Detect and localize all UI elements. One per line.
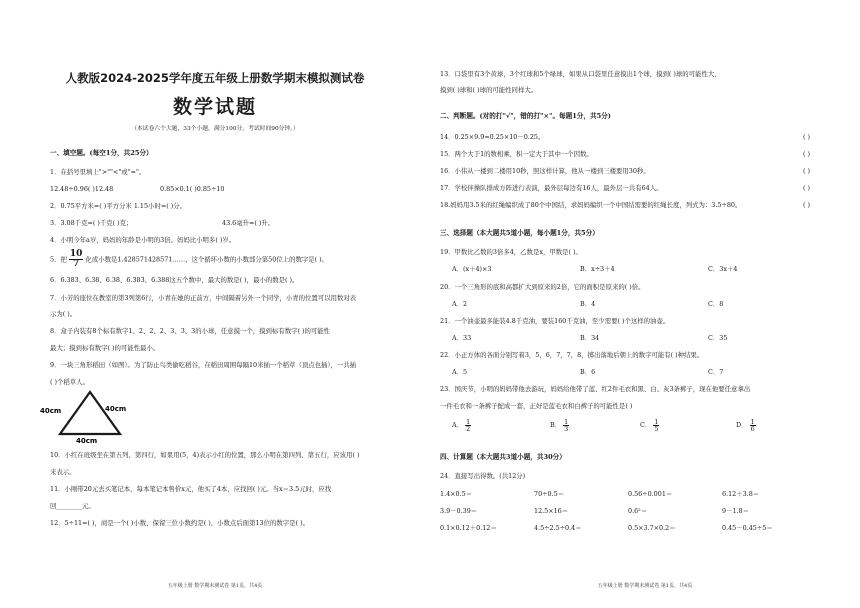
page-footer: 五年级上册 数学期末测试卷 第1页，共4页 (597, 583, 693, 589)
answer-blank: ( ) (802, 133, 810, 141)
question-7a: 7．小芳的座位在教室的第3列第6行，小青在她的正前方，中间隔着另外一个同学，小青的位置可以用数对表 (50, 294, 357, 302)
choice-19-a: A．(x＋4)×3 (452, 265, 492, 273)
choice-22: 22．小正方体的各面分别写着3，5，6，7，7，8，掷出落地后朝上的数字可能有( )种结果。 (440, 351, 704, 359)
question-1a: 12.48÷0.96( )12.48 (50, 185, 114, 193)
option-letter: D． (736, 421, 748, 429)
section-calculation: 四、计算题（本大题共3道小题，共30分） (440, 453, 566, 461)
fraction-one-sixth (750, 419, 756, 432)
fraction-numerator: 1 (466, 417, 471, 426)
calc-item: 0.5×3.7×0.2＝ (628, 524, 676, 532)
choice-23-d (736, 418, 756, 432)
calc-item: 0.56÷0.001＝ (628, 490, 673, 498)
fraction-one-fifth (653, 419, 659, 432)
choice-21-a: A．33 (452, 334, 472, 342)
judge-17-text: 17．学校伴操队排成方阵进行表演，最外层每边有16人，最外层一共有64人。 (440, 184, 663, 192)
choice-23a: 23．国庆节，小明的妈妈带他去游玩，妈妈给他带了蓝、红2件毛衣和黑、白、灰3条裤子，现在他要任意拿出 (440, 385, 751, 393)
choice-19-c: C．3x＋4 (708, 265, 738, 273)
triangle-diagram (40, 388, 140, 444)
section-fill-blank: 一、填空题。(每空1分，共25分） (50, 149, 153, 157)
calc-item: 0.6²＝ (628, 507, 648, 515)
fraction-10-7 (69, 250, 84, 269)
choice-23-c (640, 418, 659, 432)
option-letter: C． (640, 421, 652, 429)
judge-17 (440, 184, 810, 192)
choice-19: 19．甲数比乙数的3倍多4，乙数是x，甲数是( )。 (440, 248, 582, 256)
calc-item: 0.1×0.12＋0.12＝ (440, 524, 497, 532)
exam-title: 人教版2024-2025学年度五年级上册数学期末模拟测试卷 (65, 71, 365, 85)
question-8a: 8．盒子内装有8个标有数字1、2、2、2、3、3、3的小球，任意摸一个，摸到标有数字( )的可能性 (50, 327, 331, 335)
option-letter: A． (452, 421, 464, 429)
question-2: 2．0.75平方米=( )平方分米 1.15小时=( )分。 (50, 202, 186, 210)
choice-22-a: A．5 (452, 368, 468, 376)
calc-item: 70÷0.5＝ (534, 490, 565, 498)
fraction-denominator: 6 (750, 424, 755, 433)
question-10b: 来表示。 (50, 468, 76, 476)
choice-23b: 一件毛衣和一条裤子配成一套，正好是蓝毛衣和白裤子的可能性是( ) (440, 402, 633, 410)
question-13b: 摸到( )球和( )球的可能性同样大。 (440, 86, 538, 94)
question-11b: 回________元。 (50, 502, 95, 510)
choice-23-a (452, 418, 471, 432)
fraction-numerator: 10 (69, 249, 83, 259)
question-13a: 13．口袋里有3个黄球，3个红球和5个绿球，如果从口袋里任意摸出1个球，摸到( )球的可能性大， (440, 70, 721, 78)
section-true-false: 二、判断题。(对的打"√"，错的打"×"。每题1分，共5分) (440, 112, 611, 120)
triangle-left-label: 40cm (40, 407, 62, 415)
judge-16-text: 16．小伟从一楼到二楼用10秒，照这样计算，他从一楼到三楼要用30秒。 (440, 167, 650, 175)
calc-item: 9－1.8＝ (722, 507, 750, 515)
judge-14 (440, 133, 810, 141)
calc-item: 3.9－0.39＝ (440, 507, 478, 515)
choice-19-b: B．x÷3＋4 (580, 265, 615, 273)
choice-20-c: C．8 (708, 300, 724, 308)
question-10a: 10．小红在班级坐在第五列、第四行，如果用(5，4)表示小红的位置，那么小明在第四列、第五行，应该用( ) (50, 451, 360, 459)
question-1b: 0.85×0.1( )0.85÷10 (160, 185, 225, 193)
fraction-one-half (465, 419, 471, 432)
question-5 (50, 250, 328, 269)
judge-15 (440, 150, 810, 158)
answer-blank: ( ) (802, 184, 810, 192)
question-4: 4．小明今年a岁，妈妈的年龄是小明的3倍。妈妈比小明多( )岁。 (50, 236, 236, 244)
calc-item: 12.5×16＝ (534, 507, 569, 515)
option-letter: B． (550, 421, 562, 429)
question-9b: ( )个稻草人。 (50, 378, 89, 386)
fraction-denominator: 5 (654, 424, 659, 433)
exam-subtitle: 数学试题 (172, 96, 257, 118)
fraction-numerator: 1 (750, 417, 755, 426)
question-8b: 最大；摸到标有数字( )的可能性最小。 (50, 344, 160, 352)
choice-22-b: B．6 (580, 368, 596, 376)
fraction-numerator: 1 (654, 417, 659, 426)
exam-note: （本试卷六个大题，33个小题，满分100分，考试时间90分钟。） (131, 126, 299, 132)
calc-item: 6.12＋3.8＝ (722, 490, 760, 498)
choice-21-b: B．34 (580, 334, 600, 342)
choice-21-c: C．35 (708, 334, 728, 342)
triangle-right-label: 40cm (105, 405, 127, 413)
calc-item: 1.4×0.5＝ (440, 490, 473, 498)
question-11a: 11．小刚带20元去买笔记本，每本笔记本售价x元，他买了4本，应找回( )元。当x＝3.5元时，应找 (50, 485, 332, 493)
fraction-denominator: 7 (73, 259, 80, 269)
fraction-denominator: 3 (564, 424, 569, 433)
answer-blank: ( ) (802, 150, 810, 158)
question-7b: 示为( )。 (50, 310, 77, 318)
fraction-denominator: 2 (466, 424, 471, 433)
right-page (430, 0, 860, 608)
judge-15-text: 15．两个大于1的数相乘，积一定大于其中一个因数。 (440, 150, 593, 158)
question-12: 12．5÷11=( )，商是一个( )小数，保留三位小数约是( )，小数点后面第13位的数字是( )。 (50, 519, 309, 527)
triangle-bottom-label: 40cm (76, 437, 98, 444)
section-choice: 三、选择题（本大题共5道小题，每小题1分，共5分） (440, 229, 599, 237)
choice-20: 20．一个三角形的底和高都扩大到原来的2倍，它的面积是原来的( )倍。 (440, 283, 645, 291)
calc-item: 0.45－0.45÷5＝ (722, 524, 773, 532)
question-1: 1．在括号里填上">""<"或"="。 (50, 168, 146, 176)
choice-21: 21．一个油壶最多能装4.8千克油，要装160千克油，至少需要( )个这样的油壶。 (440, 317, 670, 325)
question-3a: 3．3.08千克=( )千克( )克； (50, 219, 133, 227)
question-5-pre: 5．把 (50, 255, 67, 264)
question-5-post: 化成小数是1.428571428571……，这个循环小数的小数部分第50位上的数字是( )。 (85, 255, 329, 264)
question-3b: 43.6毫升=( )升。 (222, 219, 275, 227)
choice-22-c: C．7 (708, 368, 724, 376)
judge-14-text: 14．0.25×9.9=0.25×10－0.25。 (440, 133, 545, 141)
question-24: 24．直接写出得数。(共12分) (440, 472, 526, 480)
question-6: 6．6.383、6.38、6.38̇、6.3̇83̇、6.388这五个数中，最大的数是( )，最小的数是( )。 (50, 276, 299, 284)
fraction-one-third (563, 419, 569, 432)
judge-16 (440, 167, 810, 175)
question-9a: 9．一块三角形稻田（如图）。为了防止鸟类偷吃稻谷，在稻田周围每隔10米插一个稻草（顶点也插），一共插 (50, 361, 357, 369)
judge-18-text: 18.妈妈用3.5米的红绳编织成了80个中国结，求妈妈编织一个中国结需要的红绳长度，列式为：3.5÷80。 (440, 201, 742, 209)
choice-20-a: A．2 (452, 300, 468, 308)
judge-18 (440, 201, 810, 209)
fraction-numerator: 1 (564, 417, 569, 426)
answer-blank: ( ) (802, 167, 810, 175)
page-footer: 五年级上册 数学期末测试卷 第1页，共4页 (167, 583, 263, 589)
answer-blank: ( ) (802, 201, 810, 209)
choice-20-b: B．4 (580, 300, 596, 308)
choice-23-b (550, 418, 569, 432)
calc-item: 4.5÷2.5÷0.4＝ (534, 524, 582, 532)
